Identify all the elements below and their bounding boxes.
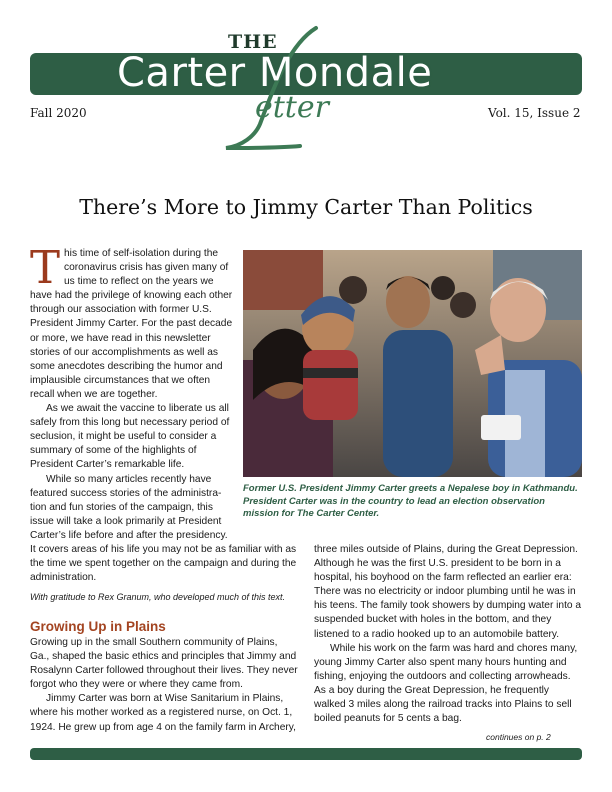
intro-paragraph-1-text: his time of self-isolation during the coronavirus crisis has given many of us time to reflect on the years we have had the privilege of knowing each other through our association with former U.S. President Jimmy Carter. For the past decade or more, we have read in this newsletter stories of our accomplishments as well as some anecdotes describing the humor and implausible circumstances that we often recall when we are together. [30, 248, 233, 400]
issue-season: Fall 2020 [30, 106, 87, 120]
masthead-the: THE [228, 31, 278, 53]
section-column-2 [314, 543, 582, 726]
section-heading: Growing Up in Plains [30, 619, 166, 634]
masthead-title: Carter Mondale [117, 50, 433, 96]
intro-paragraph-2: As we await the vaccine to liberate us all safely from this long but necessary period of seclusion, it might be useful to consider a summary of some of the highlights of President Carter’s remarkable life. [30, 403, 230, 471]
section-column-1 [30, 636, 298, 735]
intro-paragraph-3-continued: It covers areas of his life you may not be as familiar with as the time we spent together on the campaign and during the administration. [30, 544, 297, 584]
photo-caption: Former U.S. President Jimmy Carter greets a Nepalese boy in Kathmandu. President Carter was in the country to lead an election observation mission for The Carter Center. [243, 483, 578, 519]
drop-cap: T [30, 241, 61, 294]
masthead-letter: etter [255, 90, 329, 125]
column-2-paragraph-1: three miles outside of Plains, during the Great Depression. Although he was the first U.S. president to be born in a hospital, his boyhood on the farm reflected an earlier era: There was no electricity or indoor plumbing until he was in his teens. The family took showers by dumping water into a suspended bucket with holes in the bottom, and they listened to a radio hooked up to an automobile battery. [314, 544, 582, 640]
section-paragraph-1: Growing up in the small Southern community of Plains, Ga., shaped the basic ethics and principles that Jimmy and Rosalynn Carter followed throughout their lives. They never forgot who they were or where they came from. [30, 637, 298, 691]
article-headline: There’s More to Jimmy Carter Than Politics [79, 195, 533, 219]
footer-bar [30, 748, 582, 760]
section-paragraph-2: Jimmy Carter was born at Wise Sanitarium in Plains, where his mother worked as a registered nurse, on Oct. 1, 1924. He grew up from age 4 on the family farm in Archery, [30, 693, 296, 733]
article-photo [243, 250, 582, 477]
issue-volume: Vol. 15, Issue 2 [488, 106, 581, 120]
intro-paragraph-1 [30, 241, 235, 402]
photo-illustration [243, 250, 582, 477]
continues-note: continues on p. 2 [486, 732, 551, 742]
gratitude-note: With gratitude to Rex Granum, who developed much of this text. [30, 592, 286, 602]
column-2-paragraph-2: While his work on the farm was hard and chores many, young Jimmy Carter also spent many hours hunting and fishing, enjoying the outdoors and collecting arrowheads. As a boy during the Great Depression, he frequently walked 3 miles along the railroad tracks into Plains to sell boiled peanuts for 5 cents a bag. [314, 642, 578, 725]
intro-column [30, 241, 235, 543]
intro-paragraph-3: While so many articles recently have featured success stories of the administra-tion and fun stories of the campaign, this issue will take a look primarily at President Carter’s life before and after the presidency. [30, 473, 228, 541]
